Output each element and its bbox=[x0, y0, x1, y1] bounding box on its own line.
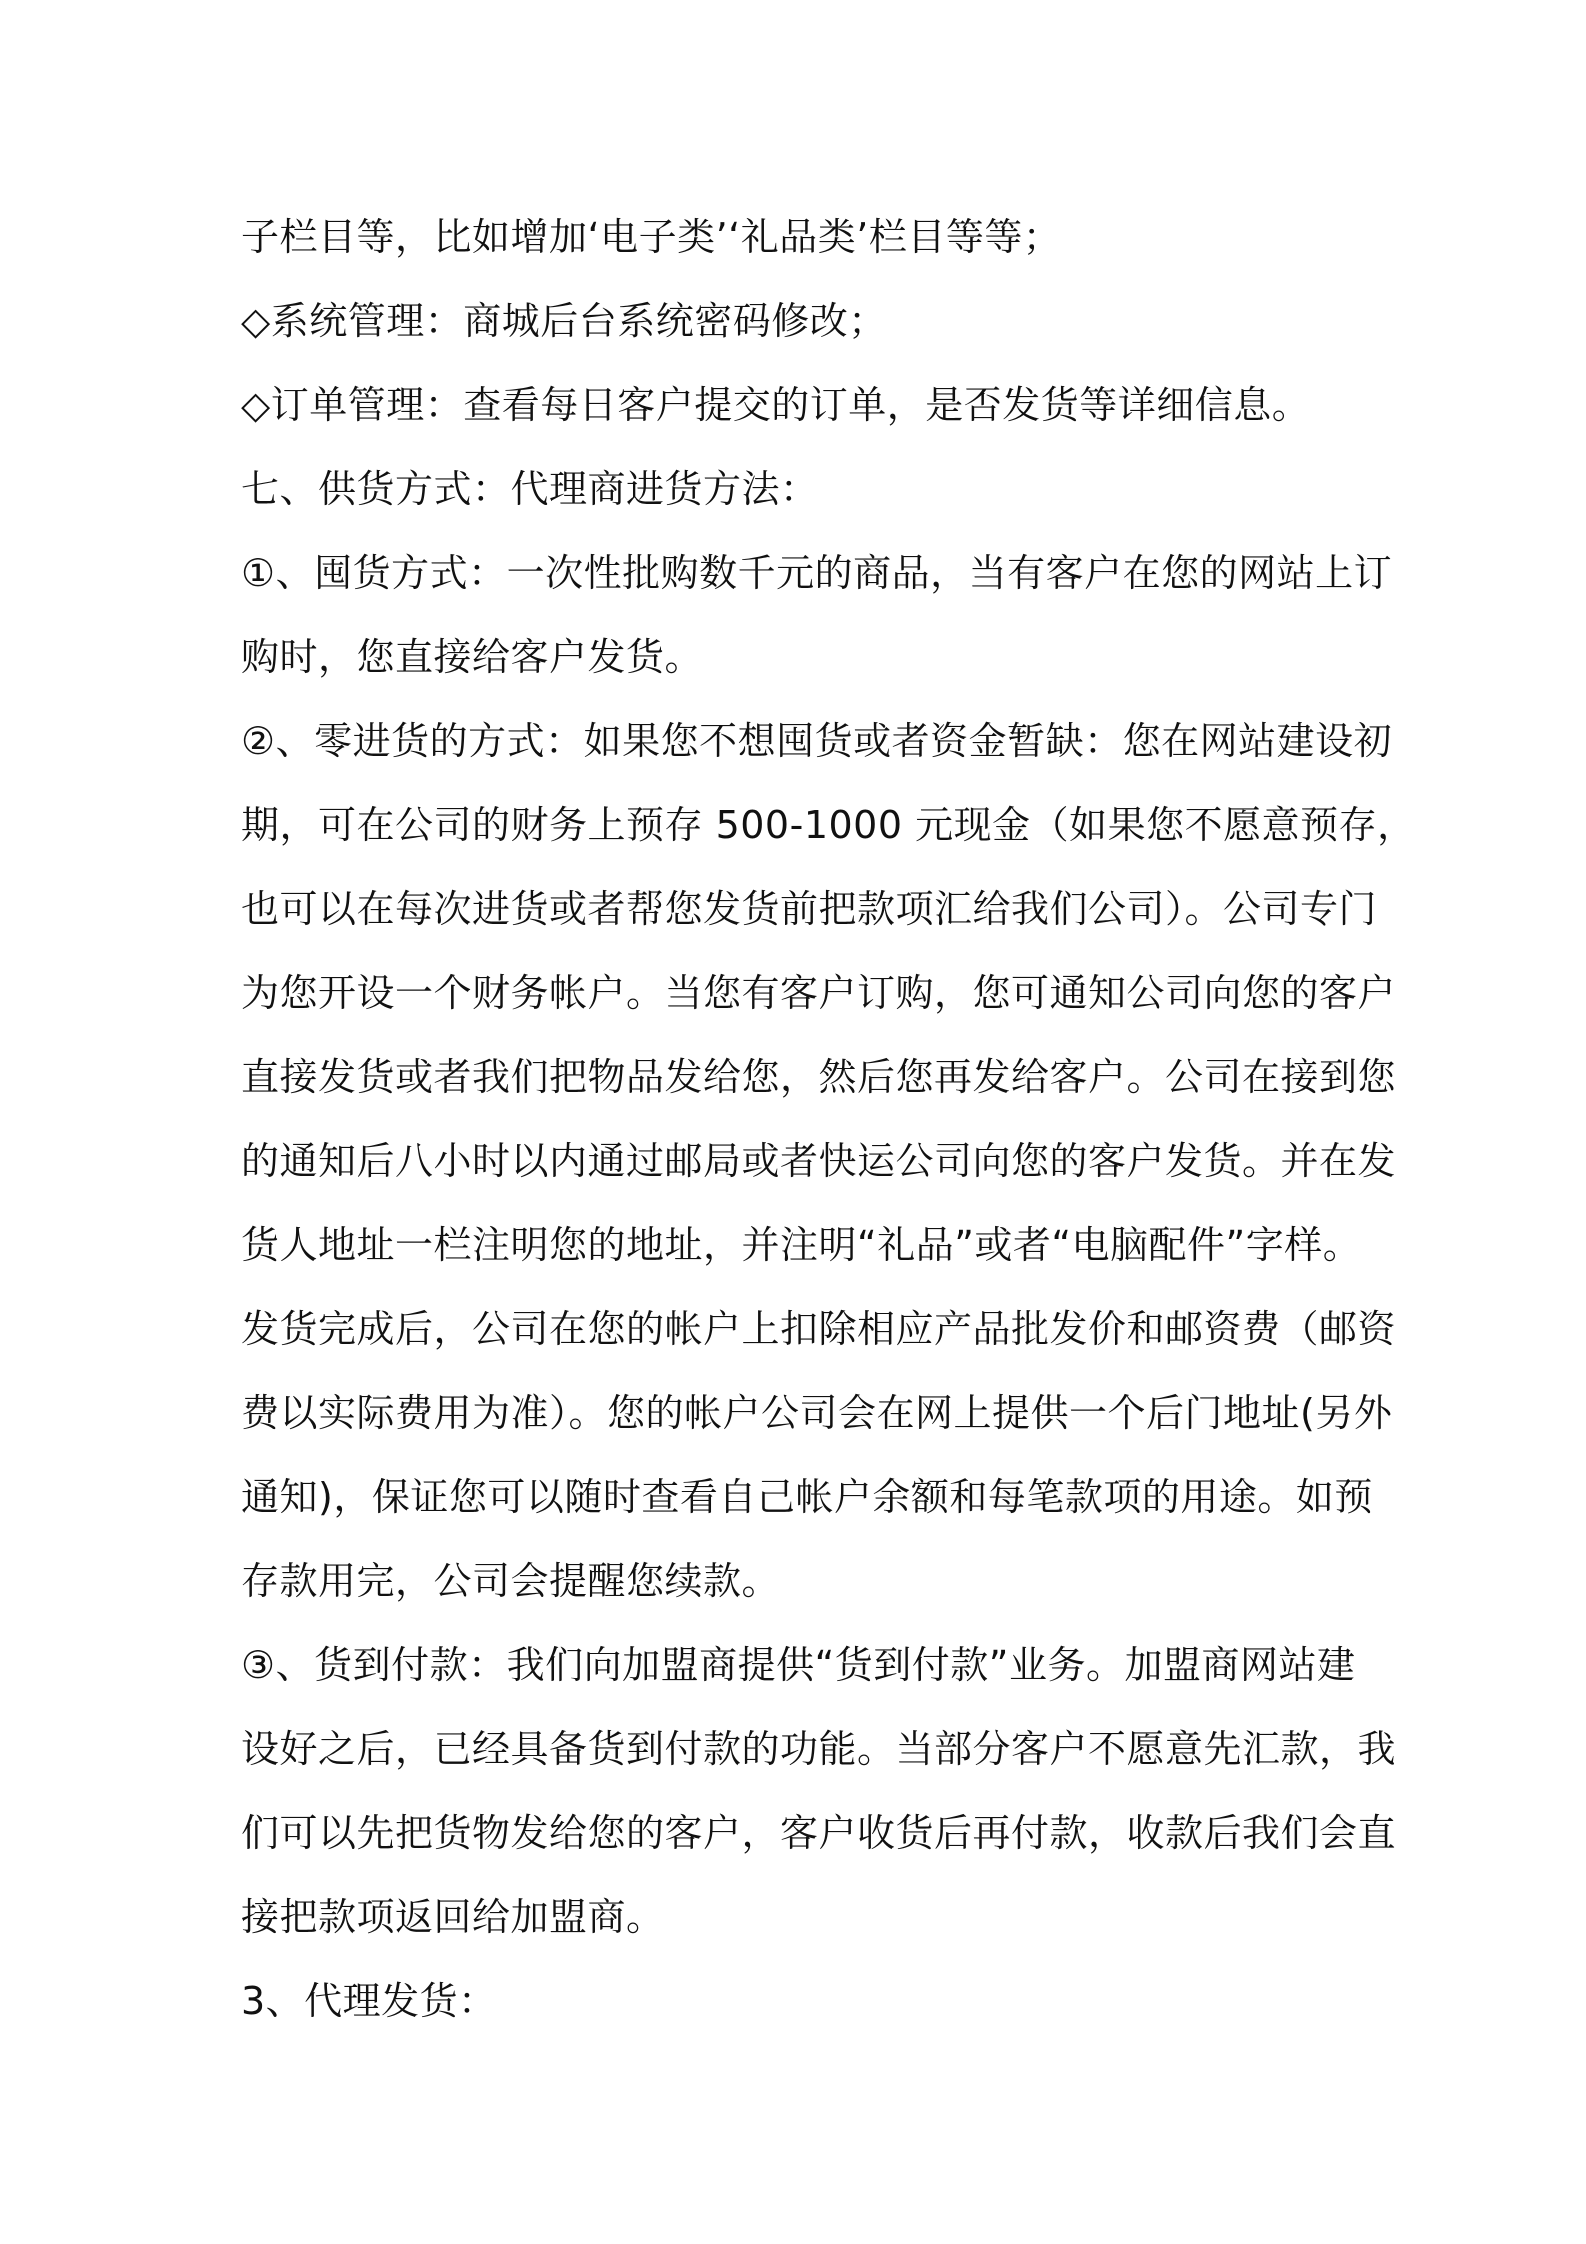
text-line: 通知)，保证您可以随时查看自己帐户余额和每笔款项的用途。如预 bbox=[241, 1475, 1373, 1519]
text-line: ◇订单管理：查看每日客户提交的订单，是否发货等详细信息。 bbox=[241, 383, 1311, 427]
text-line: 接把款项返回给加盟商。 bbox=[241, 1895, 665, 1939]
text-line: 直接发货或者我们把物品发给您，然后您再发给客户。公司在接到您 bbox=[241, 1055, 1397, 1099]
section-heading: 七、供货方式：代理商进货方法： bbox=[241, 467, 819, 511]
text-line: 货人地址一栏注明您的地址，并注明“礼品”或者“电脑配件”字样。 bbox=[241, 1223, 1362, 1267]
document-body bbox=[241, 195, 1416, 2043]
text-line: 的通知后八小时以内通过邮局或者快运公司向您的客户发货。并在发 bbox=[241, 1139, 1397, 1183]
text-line: ◇系统管理：商城后台系统密码修改； bbox=[241, 299, 887, 343]
text-line: 发货完成后，公司在您的帐户上扣除相应产品批发价和邮资费（邮资 bbox=[241, 1307, 1397, 1351]
text-line: 购时，您直接给客户发货。 bbox=[241, 635, 704, 679]
text-line: 费以实际费用为准）。您的帐户公司会在网上提供一个后门地址(另外 bbox=[241, 1391, 1393, 1435]
text-line: 期，可在公司的财务上预存 500-1000 元现金（如果您不愿意预存， bbox=[241, 803, 1416, 847]
text-line: 设好之后，已经具备货到付款的功能。当部分客户不愿意先汇款，我 bbox=[241, 1727, 1397, 1771]
section-heading: 3、代理发货： bbox=[241, 1979, 497, 2023]
text-line: 们可以先把货物发给您的客户，客户收货后再付款，收款后我们会直 bbox=[241, 1811, 1397, 1855]
text-line: 为您开设一个财务帐户。当您有客户订购，您可通知公司向您的客户 bbox=[241, 971, 1397, 1015]
text-line: ③、货到付款：我们向加盟商提供“货到付款”业务。加盟商网站建 bbox=[241, 1643, 1356, 1687]
text-line: 子栏目等，比如增加‘电子类’‘礼品类’栏目等等； bbox=[241, 215, 1062, 259]
text-line: 存款用完，公司会提醒您续款。 bbox=[241, 1559, 781, 1603]
text-line: ②、零进货的方式：如果您不想囤货或者资金暂缺：您在网站建设初 bbox=[241, 719, 1393, 763]
text-line: ①、囤货方式：一次性批购数千元的商品，当有客户在您的网站上订 bbox=[241, 551, 1393, 595]
text-line: 也可以在每次进货或者帮您发货前把款项汇给我们公司）。公司专门 bbox=[241, 887, 1378, 931]
